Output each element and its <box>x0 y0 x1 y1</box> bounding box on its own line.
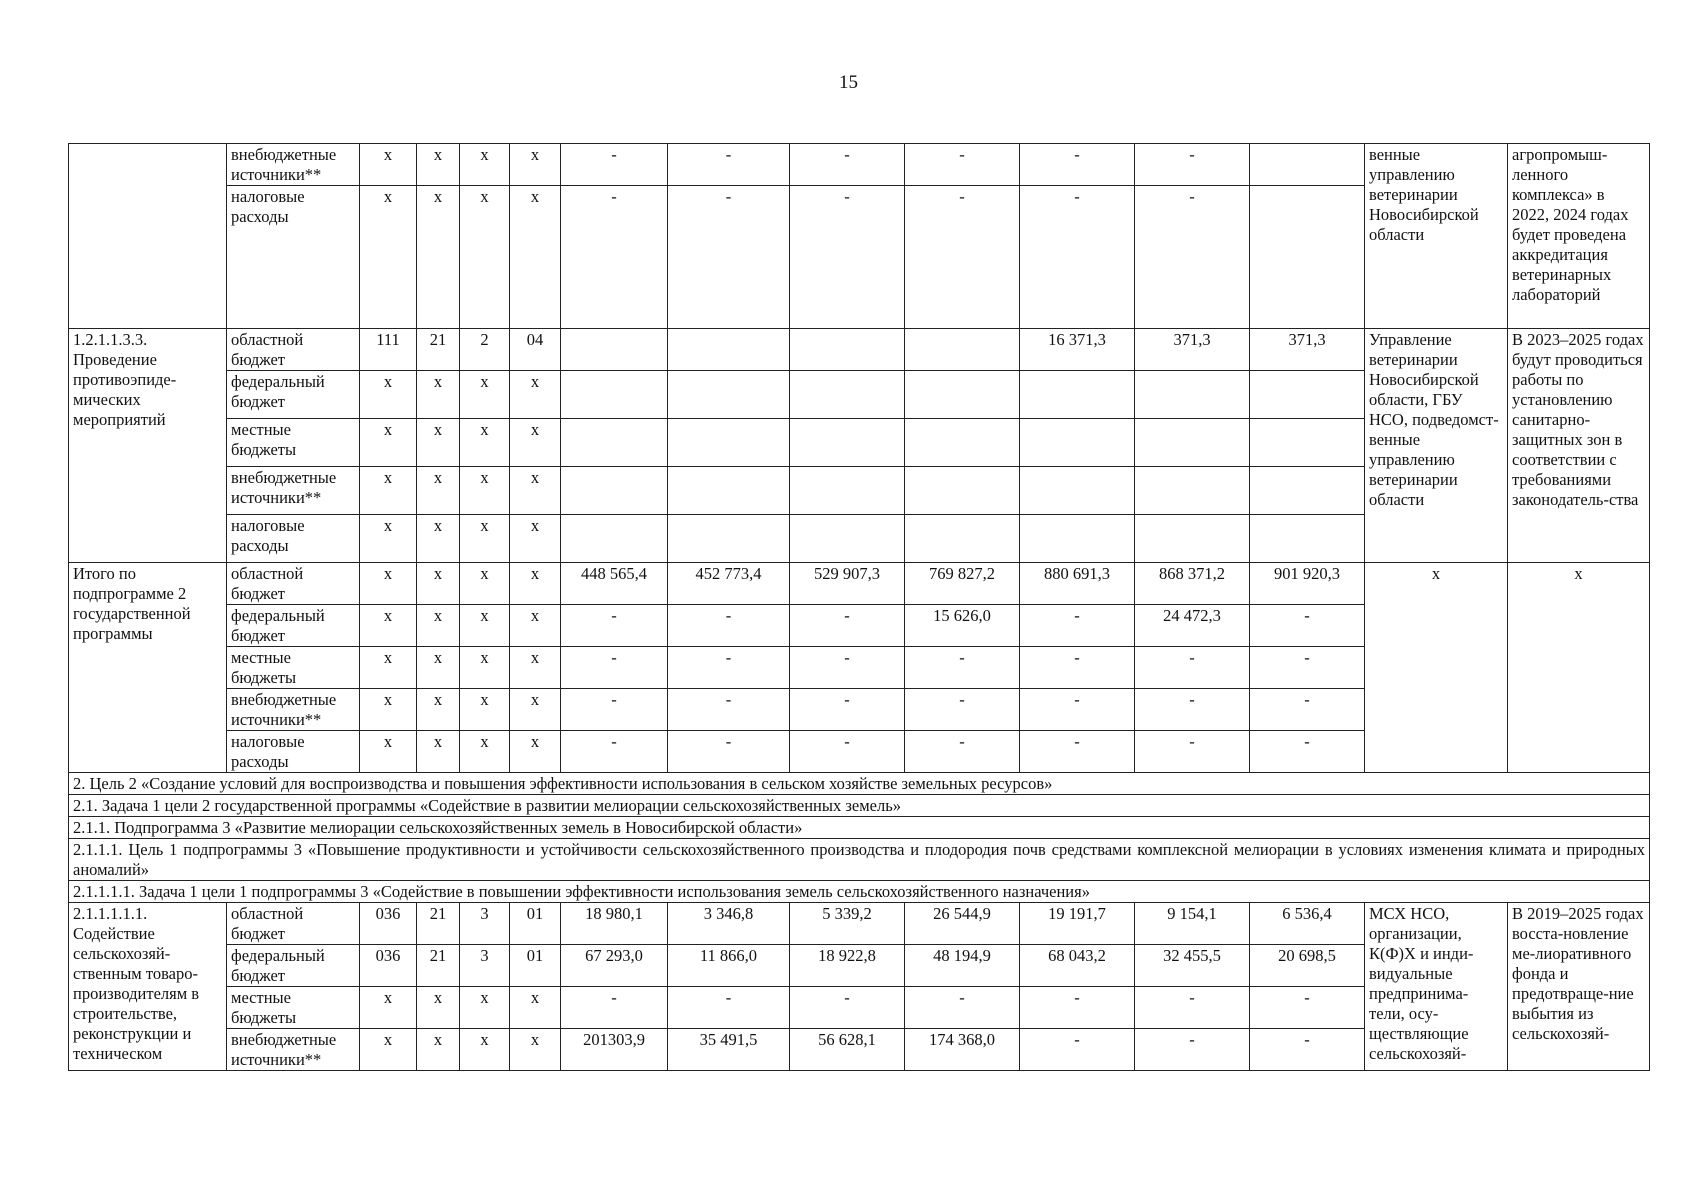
amount-cell <box>790 467 905 515</box>
section-heading-row <box>69 817 1650 839</box>
table-body <box>69 144 1650 1071</box>
budget-code-cell: х <box>510 731 561 773</box>
budget-code-cell: х <box>360 186 417 329</box>
budget-code-cell: 3 <box>460 903 510 945</box>
amount-cell <box>1135 515 1250 563</box>
budget-code-cell: х <box>460 731 510 773</box>
program-name-cell: 1.2.1.1.3.3. Проведение противоэпиде-мических мероприятий <box>69 329 227 563</box>
budget-code-cell: х <box>360 731 417 773</box>
amount-cell: 3 346,8 <box>668 903 790 945</box>
amount-cell: - <box>1135 731 1250 773</box>
funding-source-label: федеральный бюджет <box>227 605 360 647</box>
budget-code-cell: х <box>510 467 561 515</box>
budget-code-cell: 04 <box>510 329 561 371</box>
amount-cell: 26 544,9 <box>905 903 1020 945</box>
budget-code-cell: 3 <box>460 945 510 987</box>
amount-cell <box>905 329 1020 371</box>
amount-cell: 48 194,9 <box>905 945 1020 987</box>
amount-cell: - <box>905 689 1020 731</box>
section-heading: 2.1.1.1.1. Задача 1 цели 1 подпрограммы 3 «Содействие в повышении эффективности использования земель сельскохозяйственного назначения» <box>69 881 1650 903</box>
budget-code-cell: х <box>360 605 417 647</box>
amount-cell <box>790 515 905 563</box>
amount-cell: - <box>1135 987 1250 1029</box>
amount-cell <box>905 515 1020 563</box>
budget-code-cell: 2 <box>460 329 510 371</box>
amount-cell: - <box>1020 647 1135 689</box>
amount-cell <box>561 467 668 515</box>
budget-code-cell: х <box>360 515 417 563</box>
amount-cell <box>1250 144 1365 186</box>
amount-cell: - <box>790 605 905 647</box>
amount-cell: - <box>1250 647 1365 689</box>
amount-cell: - <box>1250 731 1365 773</box>
amount-cell: - <box>668 731 790 773</box>
table-row <box>69 903 1650 945</box>
amount-cell: 67 293,0 <box>561 945 668 987</box>
amount-cell <box>1020 515 1135 563</box>
funding-source-label: внебюджетные источники** <box>227 467 360 515</box>
funding-source-label: местные бюджеты <box>227 419 360 467</box>
amount-cell: 5 339,2 <box>790 903 905 945</box>
amount-cell <box>1135 467 1250 515</box>
responsible-cell: венные управлению ветеринарии Новосибирской области <box>1365 144 1508 329</box>
result-cell: агропромыш-ленного комплекса» в 2022, 2024 годах будет проведена аккредитация ветеринарных лабораторий <box>1508 144 1650 329</box>
budget-code-cell: х <box>510 689 561 731</box>
amount-cell: 16 371,3 <box>1020 329 1135 371</box>
amount-cell <box>561 329 668 371</box>
budget-code-cell: х <box>510 419 561 467</box>
budget-code-cell: х <box>417 419 460 467</box>
amount-cell <box>790 371 905 419</box>
budget-code-cell: х <box>510 647 561 689</box>
amount-cell: 32 455,5 <box>1135 945 1250 987</box>
program-name-cell: 2.1.1.1.1.1. Содействие сельскохозяй-ственным товаро-производителям в строительстве, реконструкции и техническом <box>69 903 227 1071</box>
amount-cell: - <box>1135 1029 1250 1071</box>
funding-source-label: областной бюджет <box>227 563 360 605</box>
budget-code-cell: 01 <box>510 945 561 987</box>
amount-cell: 18 980,1 <box>561 903 668 945</box>
budget-code-cell: х <box>510 563 561 605</box>
amount-cell: 6 536,4 <box>1250 903 1365 945</box>
amount-cell <box>1020 371 1135 419</box>
budget-code-cell: 21 <box>417 329 460 371</box>
budget-code-cell: х <box>360 419 417 467</box>
funding-source-label: внебюджетные источники** <box>227 144 360 186</box>
budget-code-cell: х <box>460 186 510 329</box>
budget-code-cell: 01 <box>510 903 561 945</box>
result-cell: В 2023–2025 годах будут проводиться работы по установлению санитарно-защитных зон в соответствии с требованиями законодатель-ства <box>1508 329 1650 563</box>
amount-cell: 68 043,2 <box>1020 945 1135 987</box>
amount-cell: - <box>1020 144 1135 186</box>
amount-cell <box>1250 186 1365 329</box>
amount-cell <box>1135 419 1250 467</box>
section-heading-row <box>69 773 1650 795</box>
amount-cell: - <box>1020 605 1135 647</box>
responsible-cell: Управление ветеринарии Новосибирской области, ГБУ НСО, подведомст-венные управлению ветеринарии области <box>1365 329 1508 563</box>
budget-code-cell: х <box>510 1029 561 1071</box>
amount-cell: 371,3 <box>1135 329 1250 371</box>
responsible-cell: х <box>1365 563 1508 773</box>
budget-code-cell: х <box>417 467 460 515</box>
amount-cell <box>905 419 1020 467</box>
funding-source-label: внебюджетные источники** <box>227 1029 360 1071</box>
amount-cell <box>668 419 790 467</box>
amount-cell <box>1250 467 1365 515</box>
amount-cell <box>1135 371 1250 419</box>
amount-cell: - <box>1250 605 1365 647</box>
amount-cell <box>1250 419 1365 467</box>
amount-cell: - <box>790 144 905 186</box>
table-row <box>69 144 1650 186</box>
section-heading-row <box>69 881 1650 903</box>
amount-cell: 901 920,3 <box>1250 563 1365 605</box>
budget-code-cell: х <box>510 515 561 563</box>
result-cell: В 2019–2025 годах восста-новление ме-лиоративного фонда и предотвраще-ние выбытия из сельскохозяй- <box>1508 903 1650 1071</box>
amount-cell: - <box>1020 731 1135 773</box>
amount-cell: - <box>1020 689 1135 731</box>
amount-cell: - <box>790 689 905 731</box>
section-heading: 2.1.1. Подпрограмма 3 «Развитие мелиорации сельскохозяйственных земель в Новосибирской области» <box>69 817 1650 839</box>
amount-cell: 452 773,4 <box>668 563 790 605</box>
amount-cell: - <box>668 605 790 647</box>
amount-cell: - <box>1250 689 1365 731</box>
budget-code-cell: х <box>460 647 510 689</box>
amount-cell: - <box>561 144 668 186</box>
amount-cell: 18 922,8 <box>790 945 905 987</box>
budget-code-cell: х <box>417 1029 460 1071</box>
amount-cell: - <box>561 987 668 1029</box>
amount-cell: - <box>1135 647 1250 689</box>
amount-cell: - <box>1020 987 1135 1029</box>
program-name-cell: Итого по подпрограмме 2 государственной программы <box>69 563 227 773</box>
amount-cell: - <box>668 987 790 1029</box>
budget-code-cell: х <box>460 419 510 467</box>
budget-code-cell: 036 <box>360 945 417 987</box>
amount-cell: - <box>561 186 668 329</box>
funding-source-label: налоговые расходы <box>227 515 360 563</box>
section-heading-row <box>69 795 1650 817</box>
amount-cell: - <box>905 144 1020 186</box>
amount-cell: 769 827,2 <box>905 563 1020 605</box>
amount-cell: - <box>905 647 1020 689</box>
amount-cell <box>1020 419 1135 467</box>
amount-cell: 448 565,4 <box>561 563 668 605</box>
budget-code-cell: х <box>360 467 417 515</box>
budget-code-cell: 111 <box>360 329 417 371</box>
amount-cell: 201303,9 <box>561 1029 668 1071</box>
amount-cell: - <box>905 731 1020 773</box>
amount-cell <box>905 371 1020 419</box>
budget-code-cell: х <box>460 1029 510 1071</box>
budget-code-cell: х <box>460 467 510 515</box>
amount-cell: - <box>790 987 905 1029</box>
funding-source-label: федеральный бюджет <box>227 371 360 419</box>
responsible-cell: МСХ НСО, организации, К(Ф)Х и инди-видуальные предпринима-тели, осу-ществляющие сельскохозяй- <box>1365 903 1508 1071</box>
budget-code-cell: х <box>360 689 417 731</box>
budget-code-cell: х <box>417 605 460 647</box>
section-heading-row <box>69 839 1650 881</box>
budget-code-cell: х <box>417 731 460 773</box>
budget-code-cell: 21 <box>417 903 460 945</box>
amount-cell <box>790 329 905 371</box>
amount-cell: 868 371,2 <box>1135 563 1250 605</box>
amount-cell: 24 472,3 <box>1135 605 1250 647</box>
funding-source-label: местные бюджеты <box>227 987 360 1029</box>
budget-code-cell: х <box>510 186 561 329</box>
budget-code-cell: х <box>460 987 510 1029</box>
amount-cell: - <box>1135 186 1250 329</box>
amount-cell: 174 368,0 <box>905 1029 1020 1071</box>
amount-cell: - <box>561 647 668 689</box>
amount-cell: 9 154,1 <box>1135 903 1250 945</box>
amount-cell <box>561 515 668 563</box>
section-heading: 2.1. Задача 1 цели 2 государственной программы «Содействие в развитии мелиорации сельскохозяйственных земель» <box>69 795 1650 817</box>
funding-source-label: областной бюджет <box>227 903 360 945</box>
budget-code-cell: х <box>460 144 510 186</box>
amount-cell: - <box>790 731 905 773</box>
amount-cell <box>790 419 905 467</box>
budget-code-cell: х <box>417 144 460 186</box>
budget-code-cell: х <box>417 987 460 1029</box>
funding-source-label: федеральный бюджет <box>227 945 360 987</box>
budget-code-cell: 036 <box>360 903 417 945</box>
amount-cell: 11 866,0 <box>668 945 790 987</box>
budget-code-cell: х <box>460 371 510 419</box>
budget-code-cell: х <box>360 987 417 1029</box>
budget-code-cell: х <box>460 605 510 647</box>
amount-cell <box>1020 467 1135 515</box>
amount-cell: - <box>561 689 668 731</box>
budget-code-cell: х <box>417 371 460 419</box>
budget-code-cell: х <box>510 144 561 186</box>
budget-code-cell: х <box>360 371 417 419</box>
budget-code-cell: 21 <box>417 945 460 987</box>
budget-code-cell: х <box>510 371 561 419</box>
budget-code-cell: х <box>417 186 460 329</box>
amount-cell <box>1250 371 1365 419</box>
budget-table <box>68 143 1650 1071</box>
amount-cell: 56 628,1 <box>790 1029 905 1071</box>
result-cell: х <box>1508 563 1650 773</box>
table-row <box>69 563 1650 605</box>
program-name-cell <box>69 144 227 329</box>
budget-code-cell: х <box>510 605 561 647</box>
budget-code-cell: х <box>417 563 460 605</box>
budget-code-cell: х <box>460 515 510 563</box>
amount-cell: 529 907,3 <box>790 563 905 605</box>
amount-cell: 880 691,3 <box>1020 563 1135 605</box>
amount-cell: - <box>561 731 668 773</box>
amount-cell: - <box>905 987 1020 1029</box>
amount-cell <box>668 467 790 515</box>
amount-cell: - <box>790 647 905 689</box>
section-heading: 2. Цель 2 «Создание условий для воспроизводства и повышения эффективности использования в сельском хозяйстве земельных ресурсов» <box>69 773 1650 795</box>
funding-source-label: налоговые расходы <box>227 186 360 329</box>
amount-cell <box>561 371 668 419</box>
amount-cell: - <box>790 186 905 329</box>
funding-source-label: налоговые расходы <box>227 731 360 773</box>
page-number: 15 <box>839 72 858 93</box>
amount-cell: - <box>668 186 790 329</box>
amount-cell <box>668 515 790 563</box>
budget-code-cell: х <box>417 689 460 731</box>
amount-cell: - <box>1020 186 1135 329</box>
amount-cell <box>668 329 790 371</box>
budget-code-cell: х <box>417 647 460 689</box>
amount-cell: - <box>561 605 668 647</box>
amount-cell <box>561 419 668 467</box>
amount-cell <box>905 467 1020 515</box>
amount-cell: 15 626,0 <box>905 605 1020 647</box>
budget-code-cell: х <box>417 515 460 563</box>
amount-cell: 20 698,5 <box>1250 945 1365 987</box>
funding-source-label: областной бюджет <box>227 329 360 371</box>
amount-cell <box>668 371 790 419</box>
budget-code-cell: х <box>460 563 510 605</box>
budget-code-cell: х <box>360 144 417 186</box>
amount-cell: - <box>905 186 1020 329</box>
budget-code-cell: х <box>510 987 561 1029</box>
amount-cell: - <box>1020 1029 1135 1071</box>
amount-cell: - <box>1135 144 1250 186</box>
amount-cell: 371,3 <box>1250 329 1365 371</box>
section-heading: 2.1.1.1. Цель 1 подпрограммы 3 «Повышение продуктивности и устойчивости сельскохозяйственного производства и плодородия почв средствами комплексной мелиорации в условиях изменения климата и природных аномалий» <box>69 839 1650 881</box>
amount-cell: - <box>1135 689 1250 731</box>
funding-source-label: местные бюджеты <box>227 647 360 689</box>
amount-cell: 35 491,5 <box>668 1029 790 1071</box>
amount-cell <box>1250 515 1365 563</box>
funding-source-label: внебюджетные источники** <box>227 689 360 731</box>
budget-code-cell: х <box>360 647 417 689</box>
amount-cell: - <box>668 647 790 689</box>
table-row <box>69 329 1650 371</box>
amount-cell: - <box>668 689 790 731</box>
budget-code-cell: х <box>360 563 417 605</box>
amount-cell: 19 191,7 <box>1020 903 1135 945</box>
amount-cell: - <box>1250 1029 1365 1071</box>
budget-code-cell: х <box>460 689 510 731</box>
amount-cell: - <box>668 144 790 186</box>
amount-cell: - <box>1250 987 1365 1029</box>
budget-code-cell: х <box>360 1029 417 1071</box>
